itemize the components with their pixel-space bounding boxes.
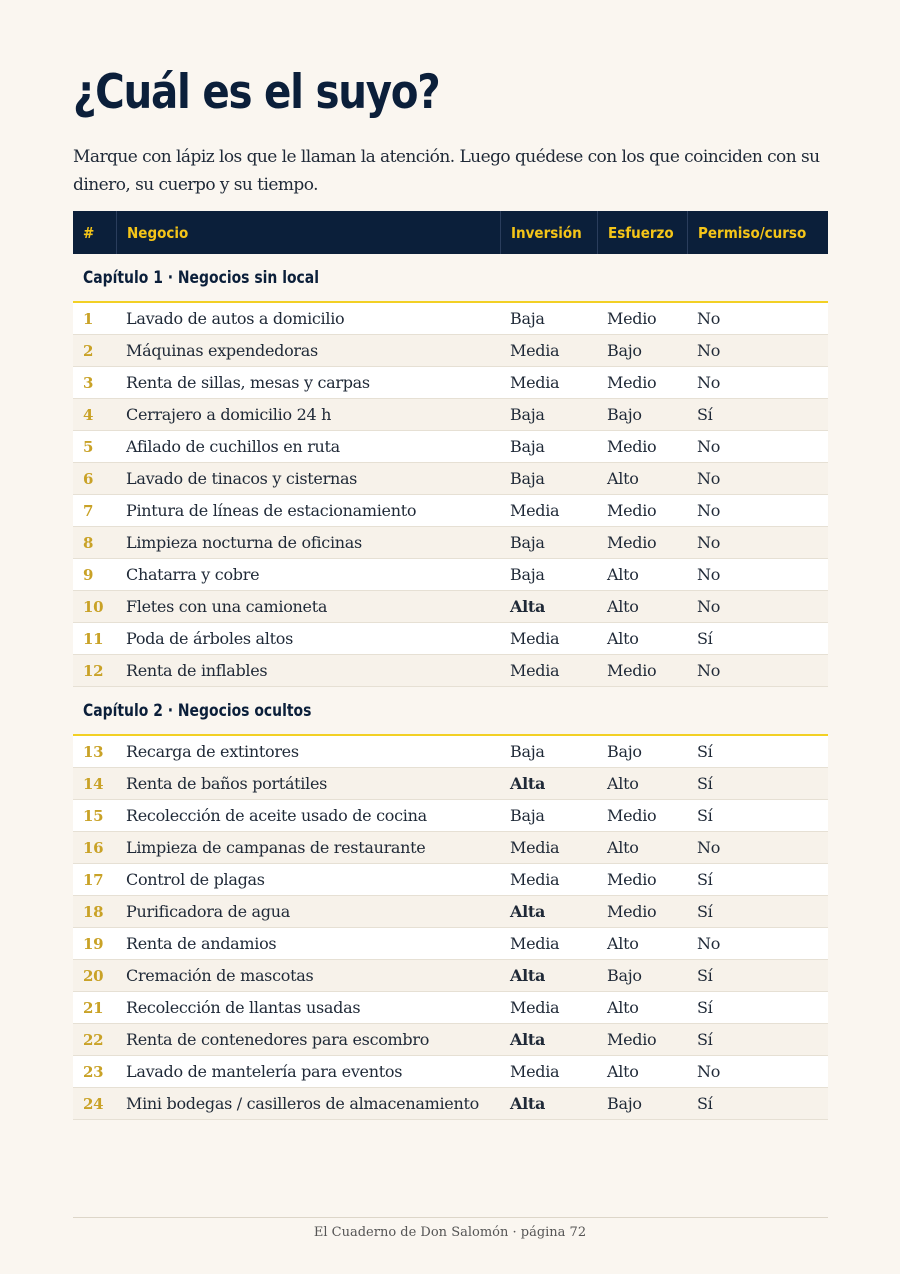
table-row [73,302,828,335]
row-number: 5 [73,431,116,463]
effort-level: Alto [597,992,687,1024]
business-name: Chatarra y cobre [116,559,500,591]
table-row [73,832,828,864]
permit-required: No [687,591,828,623]
table-row [73,527,828,559]
row-number: 12 [73,655,116,687]
effort-level: Bajo [597,335,687,367]
business-name: Afilado de cuchillos en ruta [116,431,500,463]
table-row [73,591,828,623]
investment-level: Media [500,832,597,864]
table-row [73,623,828,655]
permit-required: No [687,463,828,495]
permit-required: Sí [687,1024,828,1056]
row-number: 23 [73,1056,116,1088]
business-name: Lavado de tinacos y cisternas [116,463,500,495]
row-number: 7 [73,495,116,527]
footer-divider [73,1217,828,1218]
table-row [73,960,828,992]
effort-level: Medio [597,495,687,527]
investment-level: Alta [500,768,597,800]
row-number: 4 [73,399,116,431]
section-title: Capítulo 1 · Negocios sin local [73,254,828,302]
effort-level: Medio [597,302,687,335]
investment-level: Media [500,1056,597,1088]
row-number: 6 [73,463,116,495]
investment-level: Alta [500,960,597,992]
investment-level: Alta [500,1024,597,1056]
row-number: 24 [73,1088,116,1120]
header-negocio: Negocio [116,211,500,254]
row-number: 11 [73,623,116,655]
business-name: Renta de inflables [116,655,500,687]
table-header-row [73,211,828,254]
effort-level: Bajo [597,960,687,992]
permit-required: Sí [687,1088,828,1120]
business-name: Cremación de mascotas [116,960,500,992]
effort-level: Medio [597,431,687,463]
permit-required: No [687,335,828,367]
effort-level: Medio [597,800,687,832]
permit-required: No [687,832,828,864]
business-name: Renta de sillas, mesas y carpas [116,367,500,399]
table-row [73,335,828,367]
effort-level: Medio [597,1024,687,1056]
row-number: 22 [73,1024,116,1056]
business-name: Limpieza de campanas de restaurante [116,832,500,864]
investment-level: Media [500,992,597,1024]
business-name: Mini bodegas / casilleros de almacenamiento [116,1088,500,1120]
row-number: 16 [73,832,116,864]
permit-required: No [687,1056,828,1088]
row-number: 1 [73,302,116,335]
investment-level: Baja [500,431,597,463]
row-number: 8 [73,527,116,559]
table-row [73,864,828,896]
row-number: 17 [73,864,116,896]
row-number: 20 [73,960,116,992]
row-number: 10 [73,591,116,623]
investment-level: Baja [500,559,597,591]
investment-level: Baja [500,399,597,431]
business-name: Pintura de líneas de estacionamiento [116,495,500,527]
row-number: 14 [73,768,116,800]
business-name: Poda de árboles altos [116,623,500,655]
investment-level: Baja [500,527,597,559]
investment-level: Media [500,367,597,399]
business-name: Lavado de mantelería para eventos [116,1056,500,1088]
header-esfuerzo: Esfuerzo [597,211,687,254]
table-row [73,655,828,687]
table-row [73,431,828,463]
section-title: Capítulo 2 · Negocios ocultos [73,687,828,736]
business-name: Fletes con una camioneta [116,591,500,623]
table-row [73,1024,828,1056]
effort-level: Bajo [597,735,687,768]
effort-level: Medio [597,367,687,399]
row-number: 19 [73,928,116,960]
permit-required: No [687,527,828,559]
business-name: Recolección de llantas usadas [116,992,500,1024]
investment-level: Alta [500,591,597,623]
business-name: Renta de baños portátiles [116,768,500,800]
row-number: 9 [73,559,116,591]
investment-level: Baja [500,800,597,832]
permit-required: No [687,431,828,463]
business-name: Máquinas expendedoras [116,335,500,367]
effort-level: Alto [597,832,687,864]
business-table [73,211,828,1120]
business-name: Lavado de autos a domicilio [116,302,500,335]
table-row [73,463,828,495]
effort-level: Alto [597,463,687,495]
table-row [73,896,828,928]
table-row [73,928,828,960]
page-title: ¿Cuál es el suyo? [73,65,440,120]
effort-level: Medio [597,527,687,559]
business-name: Control de plagas [116,864,500,896]
header-number: # [73,211,116,254]
investment-level: Baja [500,735,597,768]
table-row [73,399,828,431]
table-row [73,367,828,399]
permit-required: Sí [687,864,828,896]
effort-level: Alto [597,591,687,623]
permit-required: Sí [687,896,828,928]
investment-level: Media [500,864,597,896]
page-footer: El Cuaderno de Don Salomón · página 72 [313,1225,587,1240]
permit-required: Sí [687,735,828,768]
investment-level: Alta [500,1088,597,1120]
intro-text: Marque con lápiz los que le llaman la atención. Luego quédese con los que coinciden con su dinero, su cuerpo y su tiempo. [73,147,820,195]
permit-required: Sí [687,992,828,1024]
header-inversion: Inversión [500,211,597,254]
row-number: 3 [73,367,116,399]
table-row [73,559,828,591]
permit-required: Sí [687,768,828,800]
permit-required: No [687,367,828,399]
investment-level: Media [500,495,597,527]
permit-required: No [687,928,828,960]
table-row [73,800,828,832]
effort-level: Bajo [597,1088,687,1120]
effort-level: Medio [597,896,687,928]
investment-level: Media [500,655,597,687]
business-name: Recolección de aceite usado de cocina [116,800,500,832]
table-row [73,1056,828,1088]
investment-level: Media [500,928,597,960]
permit-required: Sí [687,800,828,832]
permit-required: No [687,302,828,335]
business-name: Purificadora de agua [116,896,500,928]
permit-required: No [687,495,828,527]
table-row [73,735,828,768]
business-name: Cerrajero a domicilio 24 h [116,399,500,431]
effort-level: Medio [597,864,687,896]
business-name: Limpieza nocturna de oficinas [116,527,500,559]
investment-level: Baja [500,302,597,335]
effort-level: Alto [597,768,687,800]
investment-level: Alta [500,896,597,928]
business-name: Renta de contenedores para escombro [116,1024,500,1056]
investment-level: Media [500,623,597,655]
effort-level: Medio [597,655,687,687]
effort-level: Bajo [597,399,687,431]
investment-level: Media [500,335,597,367]
permit-required: No [687,559,828,591]
header-permiso: Permiso/curso [687,211,828,254]
permit-required: Sí [687,623,828,655]
section-row [73,687,828,736]
row-number: 18 [73,896,116,928]
business-name: Recarga de extintores [116,735,500,768]
row-number: 13 [73,735,116,768]
business-name: Renta de andamios [116,928,500,960]
section-row [73,254,828,302]
row-number: 15 [73,800,116,832]
permit-required: Sí [687,960,828,992]
effort-level: Alto [597,623,687,655]
effort-level: Alto [597,1056,687,1088]
table-body [73,254,828,1120]
permit-required: No [687,655,828,687]
effort-level: Alto [597,559,687,591]
effort-level: Alto [597,928,687,960]
table-row [73,1088,828,1120]
investment-level: Baja [500,463,597,495]
table-row [73,495,828,527]
permit-required: Sí [687,399,828,431]
table-row [73,992,828,1024]
table-row [73,768,828,800]
row-number: 2 [73,335,116,367]
row-number: 21 [73,992,116,1024]
